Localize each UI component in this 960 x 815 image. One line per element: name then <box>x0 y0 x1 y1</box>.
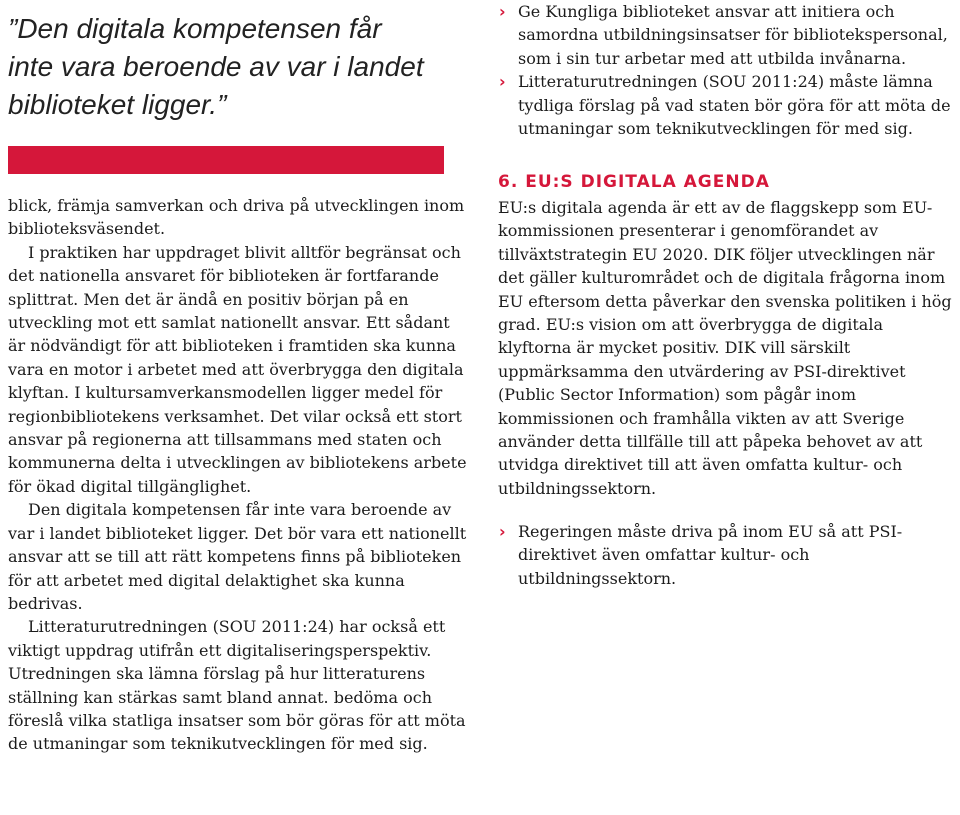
recommendation-list-bottom <box>498 520 958 590</box>
chevron-right-icon: › <box>499 522 506 541</box>
chevron-right-icon: › <box>499 72 506 92</box>
recommendation-list-top <box>498 0 958 140</box>
paragraph: Litteraturutredningen (SOU 2011:24) har också ett viktigt uppdrag utifrån ett digitaliseringsperspektiv. Utredningen ska lämna förslag på hur litteraturens ställning kan stärkas samt bland annat. bedöma och föreslå vilka statliga insatser som bör göras för att möta de utmaningar som teknikutvecklingen för med sig. <box>8 617 466 754</box>
paragraph: I praktiken har uppdraget blivit alltför begränsat och det nationella ansvaret för biblioteken är fortfarande splittrat. Men det är ändå en positiv början på en utveckling mot ett samlat nationellt ansvar. Ett sådant är nödvändigt för att biblioteken i framtiden ska kunna vara en motor i arbetet med att överbrygga den digitala klyftan. I kultursamverkansmodellen ligger medel för regionbibliotekens verksamhet. Det vilar också ett stort ansvar på regionerna att tillsammans med staten och kommunerna delta i utvecklingen av bibliotekens arbete för ökad digital tillgänglighet. <box>8 242 467 496</box>
paragraph: Den digitala kompetensen får inte vara beroende av var i landet biblioteket ligger. Det bör vara ett nationellt ansvar att se till att rätt kompetens finns på biblioteken för att arbetet med digital delaktighet ska kunna bedrivas. <box>8 500 467 613</box>
list-item <box>498 0 958 70</box>
list-item-text: Regeringen måste driva på inom EU så att PSI-direktivet även omfattar kultur- och utbildningssektorn. <box>518 522 903 588</box>
list-item-text: Ge Kungliga biblioteket ansvar att initiera och samordna utbildningsinsatser för bibliotekspersonal, som i sin tur arbetar med att utbilda invånarna. <box>518 2 948 68</box>
paragraph: blick, främja samverkan och driva på utvecklingen inom biblioteksväsendet. <box>8 196 465 239</box>
list-item-text: Litteraturutredningen (SOU 2011:24) måste lämna tydliga förslag på vad staten bör göra för att möta de utmaningar som teknikutvecklingen för med sig. <box>518 72 951 139</box>
pull-quote: ”Den digitala kompetensen får inte vara beroende av var i landet biblioteket ligger.” <box>8 13 424 120</box>
list-item <box>498 520 958 590</box>
list-item <box>498 70 958 140</box>
section-body: EU:s digitala agenda är ett av de flaggskepp som EU-kommissionen presenterar i genomförandet av tillväxtstrategin EU 2020. DIK följer utvecklingen när det gäller kulturområdet och de digitala frågorna inom EU eftersom detta påverkar den svenska politiken i hög grad. EU:s vision om att överbrygga de digitala klyftorna är mycket positiv. DIK vill särskilt uppmärksamma den utvärdering av PSI-direktivet (Public Sector Information) som pågår inom kommissionen och framhålla vikten av att Sverige använder detta tillfälle till att påpeka behovet av att utvidga direktivet till att även omfatta kultur- och utbildningssektorn. <box>498 198 952 498</box>
chevron-right-icon: › <box>499 2 506 21</box>
section-heading: 6. EU:S DIGITALA AGENDA <box>498 172 770 192</box>
left-column-body <box>8 194 468 756</box>
accent-bar <box>8 146 444 174</box>
